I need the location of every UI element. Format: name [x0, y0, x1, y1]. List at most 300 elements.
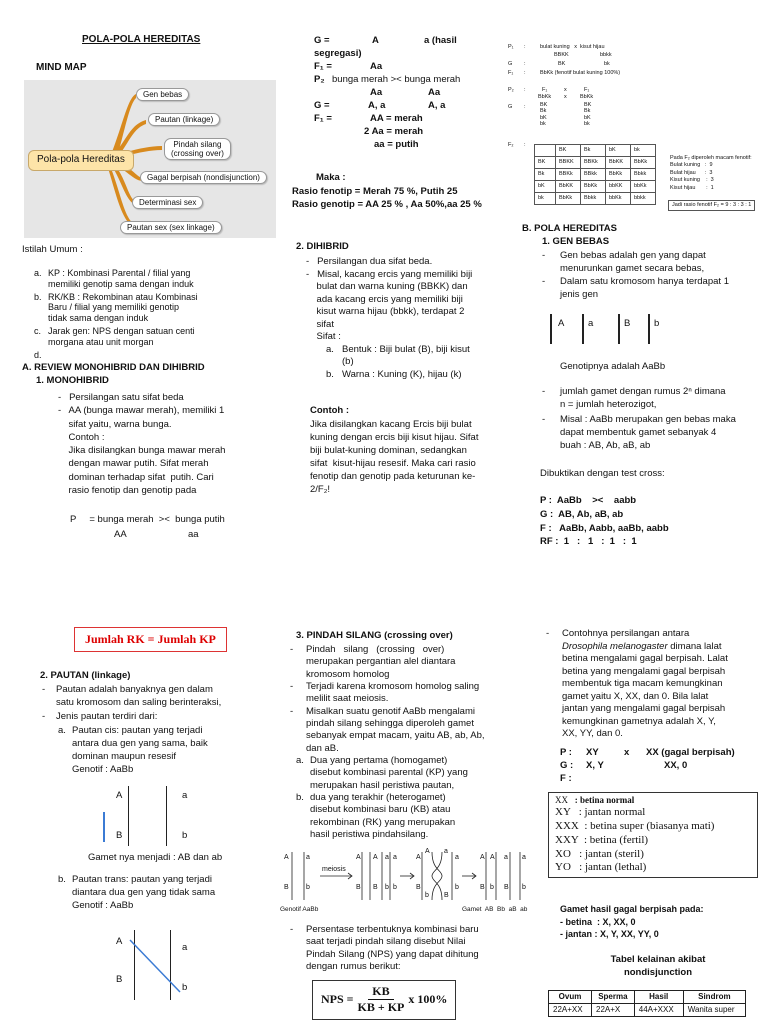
sex-k2: XY: [555, 806, 571, 819]
maka-label: Maka :: [316, 172, 346, 183]
istilah-b-l2: Baru / filial yang memiliki genotip: [48, 302, 180, 313]
sifat-b-key: b.: [326, 368, 334, 380]
mindmap-node-pindah-silang-l2: (crossing over): [171, 149, 224, 159]
nd-hasil: 44A+XXX: [634, 1004, 683, 1017]
punnett-row: [535, 169, 656, 181]
dihibrid-l6: sifat: [306, 318, 334, 330]
ndj-p-x: x: [624, 747, 630, 758]
sex-v5: : jantan (steril): [570, 847, 644, 860]
nps-formula: [312, 980, 456, 1020]
istilah-d-key: d.: [34, 349, 42, 360]
mono-line-2: - AA (bunga mawar merah), memiliki 1: [58, 405, 225, 417]
contoh-l3: biji bulat-kuning dominan, sedangkan: [310, 444, 467, 456]
punnett-cell: BbKk: [631, 157, 656, 169]
co-f-t3: a: [504, 854, 508, 861]
tc-g: G : AB, Ab, aB, ab: [540, 508, 624, 520]
g2b-2: Bk: [584, 108, 591, 115]
monohibrid-heading: 1. MONOHIBRID: [36, 375, 109, 386]
punnett-cell: BBKk: [581, 157, 606, 169]
p2g-b: BbKk: [580, 94, 594, 100]
f1-label-s: F₁: [508, 70, 514, 76]
ps2-l2: melilit saat meiosis.: [306, 693, 389, 705]
punnett-cell: bbkk: [631, 193, 656, 205]
punnett-cell: bbKk: [631, 181, 656, 193]
punnett-h4: bk: [631, 145, 656, 157]
p2g-x: x: [564, 94, 567, 100]
misal-l1: Misal : AaBb merupakan gen bebas maka: [560, 414, 736, 425]
ps-b: [296, 792, 502, 841]
ratio-box: Jadi rasio fenotif F₂ = 9 : 3 : 3 : 1: [668, 200, 755, 211]
contoh-text: [310, 419, 506, 496]
sifat-b: [326, 369, 500, 382]
page-title: POLA-POLA HEREDITAS: [82, 34, 201, 45]
ndj-f-label: F :: [560, 773, 572, 784]
cis-a: a: [182, 790, 188, 801]
co-q-t3: a: [385, 854, 389, 861]
rasio-genotip: Rasio genotip = AA 25 % , Aa 50%,aa 25 %: [292, 199, 482, 210]
punnett-cell: Bbkk: [631, 169, 656, 181]
mindmap-node-gagal-berpisah: Gagal berpisah (nondisjunction): [140, 171, 267, 184]
gamet-betina: - betina : X, XX, 0: [560, 917, 636, 927]
tabel-title-l1: Tabel kelainan akibat: [610, 954, 706, 965]
ps-a-l2: disebut kombinasi parental (KP) yang: [310, 767, 468, 779]
dihibrid-l2: - Misal, kacang ercis yang memiliki biji: [306, 268, 473, 280]
gen-l3: Dalam satu kromosom hanya terdapat 1: [560, 276, 729, 287]
nd-sperma: 22A+X: [592, 1004, 635, 1017]
punnett-cell: BBKK: [556, 157, 581, 169]
co-q-t4: a: [393, 854, 397, 861]
trans-a: a: [182, 942, 188, 953]
istilah-a: [34, 268, 274, 290]
sifat-a-l2: (b): [342, 356, 354, 368]
sex-v6: : jantan (lethal): [570, 861, 647, 874]
trans-link-line: [112, 930, 202, 1000]
punnett-cell: BbKk: [556, 193, 581, 205]
g-bk2: bk: [604, 61, 610, 67]
ps3-l1: Misalkan suatu genotif AaBb mengalami: [306, 705, 475, 717]
ps-item-1: - Pindah silang (crossing over) merupakan pergantian alel diantara kromosom homolog: [290, 644, 456, 680]
dihibrid-l7: Sifat :: [306, 331, 341, 343]
co-c-t3: a: [444, 848, 448, 855]
punnett-cell: BbKK: [556, 181, 581, 193]
ndj-p-label: P :: [560, 747, 572, 758]
g2a-4: bk: [540, 120, 546, 127]
sex-row-5: [555, 848, 751, 862]
pautan-heading: 2. PAUTAN (linkage): [40, 670, 131, 681]
tabel-title: [560, 954, 756, 980]
punnett-row: [535, 193, 656, 205]
persen-l4: dengan rumus berikut:: [306, 961, 401, 973]
istilah-b-l1: RK/KB : Rekombinan atau Kombinasi: [48, 291, 198, 302]
contoh-heading: Contoh :: [310, 405, 350, 416]
mindmap-node-pautan-sex: Pautan sex (sex linkage): [120, 221, 222, 234]
mindmap-label: MIND MAP: [36, 62, 87, 73]
ndj-g-male: X, Y: [586, 760, 604, 771]
pautan-l2: satu kromosom dan saling berinteraksi,: [56, 696, 222, 708]
cis-gamet: Gamet nya menjadi : AB dan ab: [88, 852, 223, 863]
istilah-b-key: b.: [34, 291, 42, 302]
sex-row-4: [555, 834, 751, 848]
ndj-l1: Contohnya persilangan antara: [562, 628, 690, 639]
fenotif-summary: [670, 155, 752, 192]
g-bk1: BK: [558, 61, 566, 67]
rasio-fenotip: Rasio fenotip = Merah 75 %, Putih 25: [292, 186, 458, 197]
g2-b: A, a: [428, 100, 446, 111]
trans-diagram: [112, 930, 202, 1000]
mono-line-3: sifat yaitu, warna bunga.: [58, 418, 172, 430]
nps-fraction: [358, 984, 405, 1016]
cis-B: B: [116, 830, 123, 841]
mono-cross-steps: [292, 34, 502, 151]
punnett-row: [535, 157, 656, 169]
g2-row: [292, 99, 502, 112]
nd-h-hasil: Hasil: [634, 991, 683, 1004]
g2a-2: Bk: [540, 108, 547, 115]
nd-sindrom: Wanita super: [683, 1004, 745, 1017]
dihibrid-text: [306, 256, 500, 381]
sifat-a: [326, 344, 500, 369]
pautan-text: [56, 684, 276, 710]
co-f-b3: B: [504, 884, 509, 891]
f1b-val: AA = merah: [370, 113, 423, 124]
chrom-4: [648, 314, 650, 344]
p2-x: x: [564, 87, 567, 93]
mindmap: [24, 80, 276, 238]
mono-p-line: P = bunga merah >< bunga putih: [70, 514, 225, 525]
punnett-row: [535, 181, 656, 193]
misal-l2: dapat membentuk gamet sebanyak 4: [560, 426, 717, 438]
p2sub-b: Aa: [428, 87, 441, 98]
g2a-1: BK: [540, 102, 548, 108]
sex-row-2: [555, 806, 751, 820]
f1a-label: F₁ =: [314, 61, 332, 72]
tc-f: F : AaBb, Aabb, aaBb, aabb: [540, 522, 669, 534]
sex-v2: : jantan normal: [570, 806, 646, 819]
punnett-h2: Bk: [581, 145, 606, 157]
p1-colon: :: [524, 44, 526, 50]
ndj-l7: jantan yang mengalami gagal berpisah: [562, 703, 726, 715]
g2-a: A, a: [368, 100, 386, 111]
punnett-cell: BbKK: [606, 157, 631, 169]
sex-k3: XXX: [555, 820, 579, 832]
ps-b-key: b.: [296, 792, 304, 804]
mono-line-6: dengan mawar putih. Sifat merah: [58, 458, 209, 470]
dihibrid-l5: kisut warna hijau (bbkk), terdapat 2: [306, 306, 465, 318]
f1d-val: aa = putih: [374, 139, 419, 150]
istilah-b: [34, 292, 274, 324]
dihibrid-heading: 2. DIHIBRID: [296, 241, 349, 252]
ps-a-l1: Dua yang pertama (homogamet): [310, 755, 448, 767]
ndj-l5: membentuk tiga macam kemungkinan: [562, 678, 723, 690]
co-c-b3: B: [444, 892, 449, 899]
cis-l2: antara dua gen yang sama, baik: [72, 737, 208, 749]
istilah-a-key: a.: [34, 268, 42, 278]
nd-head: [549, 991, 746, 1004]
gen-bullet-2: -: [542, 276, 546, 287]
p2-row: [292, 73, 502, 86]
co-c-b1: B: [416, 884, 421, 891]
punnett-cell: BbKk: [606, 169, 631, 181]
co-f-b1: B: [480, 884, 485, 891]
co-f-t2: A: [490, 854, 495, 861]
nps-lhs: NPS =: [321, 992, 354, 1007]
dihibrid-l3: bulat dan warna kuning (BBKK) dan: [306, 281, 468, 293]
cis-chrom-left: [128, 786, 129, 846]
ps-item-2: - Terjadi karena kromosom homolog saling melilit saat meiosis.: [290, 681, 480, 705]
trans-block: [58, 874, 278, 913]
punnett-corner: [535, 145, 556, 157]
cis-diagram: [98, 786, 198, 846]
g2a-3: bK: [540, 114, 547, 121]
ps-a-key: a.: [296, 755, 304, 767]
segregasi: segregasi): [314, 48, 362, 59]
chrom-3: [618, 314, 620, 344]
sex-row-1: [555, 795, 751, 806]
section-b-heading: B. POLA HEREDITAS: [522, 223, 618, 234]
istilah-title: Istilah Umum :: [22, 244, 83, 255]
ndj-p-row: [560, 746, 760, 759]
ps-b-l2: disebut kombinasi baru (KB) atau: [310, 804, 451, 816]
g2-list-a: [540, 102, 547, 127]
tc-rf: RF : 1 : 1 : 1 : 1: [540, 536, 637, 548]
sex-chromosome-table: [548, 792, 758, 878]
co-q-b2: B: [373, 884, 378, 891]
gen-l2: menurunkan gamet secara bebas,: [560, 262, 705, 274]
co-f-t1: A: [480, 854, 485, 861]
sex-k5: XO: [555, 847, 571, 860]
nd-h-sindrom: Sindrom: [683, 991, 745, 1004]
p2sub-a: Aa: [370, 87, 383, 98]
mindmap-node-determinasi-sex: Determinasi sex: [132, 196, 203, 209]
ndj-l2: [562, 641, 762, 654]
ndj-l9: XX, YY, dan 0.: [562, 728, 623, 740]
persen-bullet: -: [290, 924, 294, 935]
punnett-h3: bK: [606, 145, 631, 157]
co-q-t2: A: [373, 854, 378, 861]
dihibrid-l4: ada kacang ercis yang memiliki biji: [306, 293, 463, 305]
g2-colon-s: :: [524, 104, 526, 110]
mindmap-center: Pola-pola Hereditas: [28, 150, 134, 171]
p2-colon-s: :: [524, 87, 526, 93]
istilah-a-l2: memiliki genotip sama dengan induk: [48, 278, 194, 289]
co-genotif-label: Genotif AaBb: [280, 906, 319, 913]
co-q-b3: b: [385, 884, 389, 891]
f1c-row: [292, 125, 502, 138]
trans-A: A: [116, 936, 123, 947]
f2-colon-s: :: [524, 142, 526, 148]
g-label: G =: [314, 35, 330, 46]
test-cross: [540, 494, 669, 549]
co-B: B: [284, 884, 289, 891]
mono-line-5: Jika disilangkan bunga mawar merah: [58, 445, 226, 457]
jumlah-l2: n = jumlah heterozigot,: [560, 398, 657, 410]
punnett-cell: Bk: [535, 169, 556, 181]
trans-b: b: [182, 982, 188, 993]
mindmap-node-pautan: Pautan (linkage): [148, 113, 220, 126]
gen-bullet-1: -: [542, 250, 546, 261]
ndj-p-female: XX (gagal berpisah): [646, 747, 735, 758]
g2b-3: bK: [584, 114, 591, 121]
punnett-cell: BbKk: [581, 181, 606, 193]
ps-b-l1: dua yang terakhir (heterogamet): [310, 792, 446, 804]
segregasi-row: [292, 47, 502, 60]
pindah-silang-text: [290, 644, 502, 842]
p1-label: P₁: [508, 44, 514, 50]
p2-f1a: F₁: [542, 87, 548, 93]
cis-b: b: [182, 830, 188, 841]
cis-l4: Genotif : AaBb: [72, 763, 134, 775]
nd-h-ovum: Ovum: [549, 991, 592, 1004]
persen-l2: saat terjadi pindah silang disebut Nilai: [306, 936, 466, 948]
f1b-row: [292, 112, 502, 125]
sex-v4: : betina (fertil): [578, 833, 649, 846]
f1c-val: 2 Aa = merah: [364, 126, 424, 137]
cis-link-bar: [103, 812, 105, 842]
trans-B: B: [116, 974, 123, 985]
punnett-cell: BK: [535, 157, 556, 169]
g-hasil: a (hasil: [424, 35, 457, 46]
ps-a-l3: merupakan hasil peristiwa pautan,: [310, 779, 455, 791]
ps3-l2: pindah silang sehingga diperoleh gamet: [306, 718, 474, 730]
ps-b-l3: rekombinan (RK) yang merupakan: [310, 816, 456, 828]
gen-l4: jenis gen: [560, 288, 599, 300]
summary-l3: Bulat hijau : 3: [670, 169, 713, 176]
chrom-2: [582, 314, 584, 344]
co-c-t2: A: [425, 848, 430, 855]
ndj-g-row: [560, 759, 760, 772]
cis-chrom-right: [166, 786, 167, 846]
nps-num: KB: [368, 984, 393, 1000]
ndj-f-row: [560, 772, 760, 785]
summary-l5: Kisut hijau : 1: [670, 184, 714, 191]
p1-g2: bbkk: [600, 52, 612, 58]
gamet-jantan: - jantan : X, Y, XX, YY, 0: [560, 929, 659, 940]
ndj-dimana: dimana lalat: [667, 640, 722, 652]
ndj-l4: betina yang mengalami gagal berpisah: [562, 665, 726, 677]
nps-den: KB + KP: [357, 1000, 405, 1015]
nps-tail: x 100%: [408, 992, 448, 1007]
misal-bullet: -: [542, 414, 546, 425]
ps-item-3: - Misalkan suatu genotif AaBb mengalami pindah silang sehingga diperoleh gamet sebanyak empat macam, yaitu AB, ab, Ab, dan aB.: [290, 705, 485, 754]
sifat-b-l1: Warna : Kuning (K), hijau (k): [342, 368, 462, 380]
g-a: A: [372, 35, 379, 46]
nondisjunction-table: [548, 990, 746, 1017]
p2-label: P₂: [314, 74, 325, 85]
ndj-l6: gamet yaitu X, XX, dan 0. Bila lalat: [562, 690, 709, 702]
pindah-silang-heading: 3. PINDAH SILANG (crossing over): [296, 630, 453, 641]
crossing-over-diagram: [282, 848, 530, 918]
g2-label: G =: [314, 100, 330, 111]
section-a-heading: A. REVIEW MONOHIBRID DAN DIHIBRID: [22, 362, 205, 373]
trans-l3: Genotif : AaBb: [72, 899, 134, 911]
pautan-bullet: -: [42, 684, 46, 695]
f2-label-s: F₂: [508, 142, 514, 148]
punnett-cell: BBkk: [581, 169, 606, 181]
co-c-t1: A: [416, 854, 421, 861]
co-q-t1: A: [356, 854, 361, 861]
g-label-s: G: [508, 61, 513, 67]
cis-l3: dominan maupun resesif: [72, 750, 177, 762]
contoh-l6: 2/F₂!: [310, 483, 331, 495]
punnett-cell: bbKK: [606, 181, 631, 193]
co-q-b4: b: [393, 884, 397, 891]
f1a-row: [292, 60, 502, 73]
persen-l1: Persentase terbentuknya kombinasi baru: [306, 924, 479, 935]
mono-line-1: - Persilangan satu sifat beda: [58, 392, 184, 403]
monohibrid-text: [58, 391, 278, 497]
jenis-text: Jenis pautan terdiri dari:: [56, 711, 158, 722]
cis-block: [58, 725, 278, 777]
ps3-l4: dan aB.: [306, 742, 339, 754]
ps1-l1: Pindah silang (crossing over): [306, 644, 445, 655]
tabel-title-l2: nondisjunction: [623, 966, 693, 978]
cis-key: a.: [58, 725, 66, 736]
contoh-l5: fenotip dan genotip pada keturunan ke-: [310, 470, 476, 482]
sex-k6: YO: [555, 861, 571, 874]
punnett-cell: Bbkk: [581, 193, 606, 205]
trans-key: b.: [58, 874, 66, 885]
istilah-a-l1: KP : Kombinasi Parental / filial yang: [48, 268, 191, 278]
co-c-b2: b: [425, 892, 429, 899]
f1-colon-s: :: [524, 70, 526, 76]
p2-f1b: F₁: [584, 87, 590, 93]
mono-line-7: dominan terhadap sifat putih. Cari: [58, 471, 214, 483]
punnett-h1: BK: [556, 145, 581, 157]
sex-v3: : betina super (biasanya mati): [578, 820, 715, 832]
g-colon-s: :: [524, 61, 526, 67]
mono-line-8: rasio fenotip dan genotip pada: [58, 485, 197, 497]
ps-a: [296, 755, 502, 792]
punnett-cell: bk: [535, 193, 556, 205]
ndj-l8: kemungkinan gametnya adalah X, Y,: [562, 715, 716, 727]
contoh-l2: kuning dengan ercis biji kisut hijau. Sifat: [310, 431, 479, 443]
co-b: b: [306, 884, 310, 891]
co-c-b4: b: [455, 884, 459, 891]
f1a-val: Aa: [370, 61, 383, 72]
sifat-a-key: a.: [326, 343, 334, 355]
nd-row: [549, 1004, 746, 1017]
contoh-l1: Jika disilangkan kacang Ercis biji bulat: [310, 419, 472, 430]
persen-text: [306, 924, 502, 973]
gen-l1: Gen bebas adalah gen yang dapat: [560, 250, 706, 261]
punnett-head: [535, 145, 656, 157]
p2-label-s: P₂: [508, 87, 514, 93]
allele-B: B: [624, 318, 631, 329]
g2b-4: bk: [584, 120, 590, 127]
ndj-cross: [560, 746, 760, 785]
ndj-p-male: XY: [586, 747, 599, 758]
co-A: A: [284, 854, 289, 861]
cis-l1: Pautan cis: pautan yang terjadi: [72, 725, 203, 736]
ndj-g-label: G :: [560, 760, 574, 771]
misal-text: [560, 414, 762, 453]
f1-val-s: BbKk (fenotif bulat kuning 100%): [540, 70, 621, 76]
misal-l3: buah : AB, Ab, aB, ab: [560, 439, 651, 451]
contoh-ndj-bullet: -: [546, 628, 550, 639]
summary-l4: Kisut kuning : 3: [670, 177, 714, 184]
nd-ovum: 22A+XX: [549, 1004, 592, 1017]
ndj-l3: betina mengalami gagal berpisah. Lalat: [562, 653, 728, 665]
mindmap-node-pindah-silang-l1: Pindah silang: [173, 140, 222, 149]
ps1-l2: merupakan pergantian alel diantara: [306, 656, 456, 668]
co-f-b2: b: [490, 884, 494, 891]
genotip-text: Genotipnya adalah AaBb: [560, 361, 666, 372]
chrom-1: [550, 314, 552, 344]
istilah-c: [34, 326, 274, 348]
summary-l1: Pada F₂ diperoleh macam fenotif:: [670, 155, 752, 161]
contoh-l4: sifat kisut-hijau resesif. Maka cari rasio: [310, 457, 476, 469]
co-q-b1: B: [356, 884, 361, 891]
